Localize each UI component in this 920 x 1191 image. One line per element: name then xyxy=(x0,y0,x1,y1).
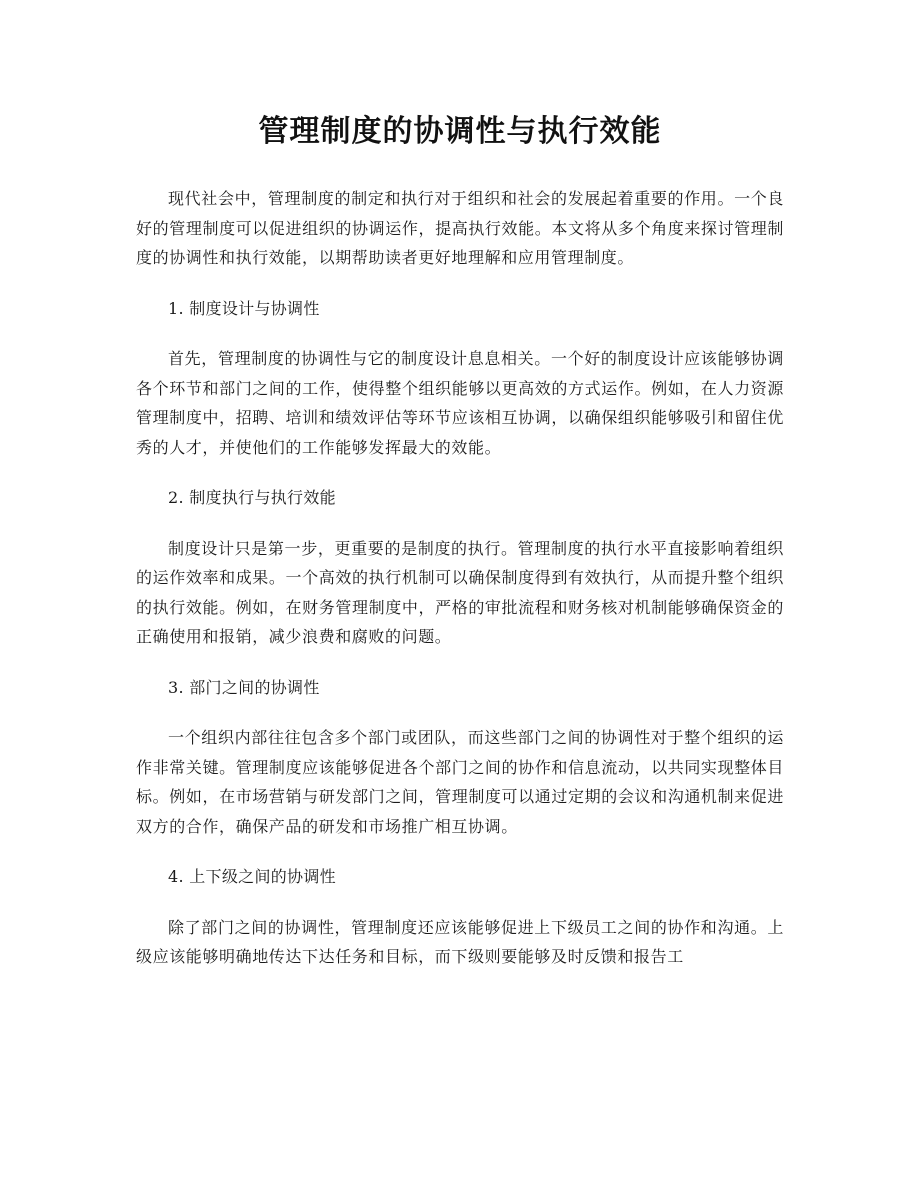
section-heading-1: 1. 制度设计与协调性 xyxy=(168,298,320,318)
document-title: 管理制度的协调性与执行效能 xyxy=(258,114,662,149)
document-page xyxy=(136,0,784,972)
section-paragraph-2: 制度设计只是第一步，更重要的是制度的执行。管理制度的执行水平直接影响着组织的运作效率和成果。一个高效的执行机制可以确保制度得到有效执行，从而提升整个组织的执行效能。例如，在财务管理制度中，严格的审批流程和财务核对机制能够确保资金的正确使用和报销，减少浪费和腐败的问题。 xyxy=(136,538,784,646)
section-paragraph-4: 除了部门之间的协调性，管理制度还应该能够促进上下级员工之间的协作和沟通。上级应该能够明确地传达下达任务和目标，而下级则要能够及时反馈和报告工 xyxy=(136,917,784,966)
section-paragraph-3: 一个组织内部往往包含多个部门或团队，而这些部门之间的协调性对于整个组织的运作非常关键。管理制度应该能够促进各个部门之间的协作和信息流动，以共同实现整体目标。例如，在市场营销与研发部门之间，管理制度可以通过定期的会议和沟通机制来促进双方的合作，确保产品的研发和市场推广相互协调。 xyxy=(136,728,784,836)
section-heading-4: 4. 上下级之间的协调性 xyxy=(168,867,336,886)
intro-paragraph: 现代社会中，管理制度的制定和执行对于组织和社会的发展起着重要的作用。一个良好的管理制度可以促进组织的协调运作，提高执行效能。本文将从多个角度来探讨管理制度的协调性和执行效能，以期帮助读者更好地理解和应用管理制度。 xyxy=(136,189,784,267)
section-heading-2: 2. 制度执行与执行效能 xyxy=(168,488,336,507)
section-heading-3: 3. 部门之间的协调性 xyxy=(168,677,320,697)
section-paragraph-1: 首先，管理制度的协调性与它的制度设计息息相关。一个好的制度设计应该能够协调各个环节和部门之间的工作，使得整个组织能够以更高效的方式运作。例如，在人力资源管理制度中，招聘、培训和绩效评估等环节应该相互协调，以确保组织能够吸引和留住优秀的人才，并使他们的工作能够发挥最大的效能。 xyxy=(136,349,784,457)
